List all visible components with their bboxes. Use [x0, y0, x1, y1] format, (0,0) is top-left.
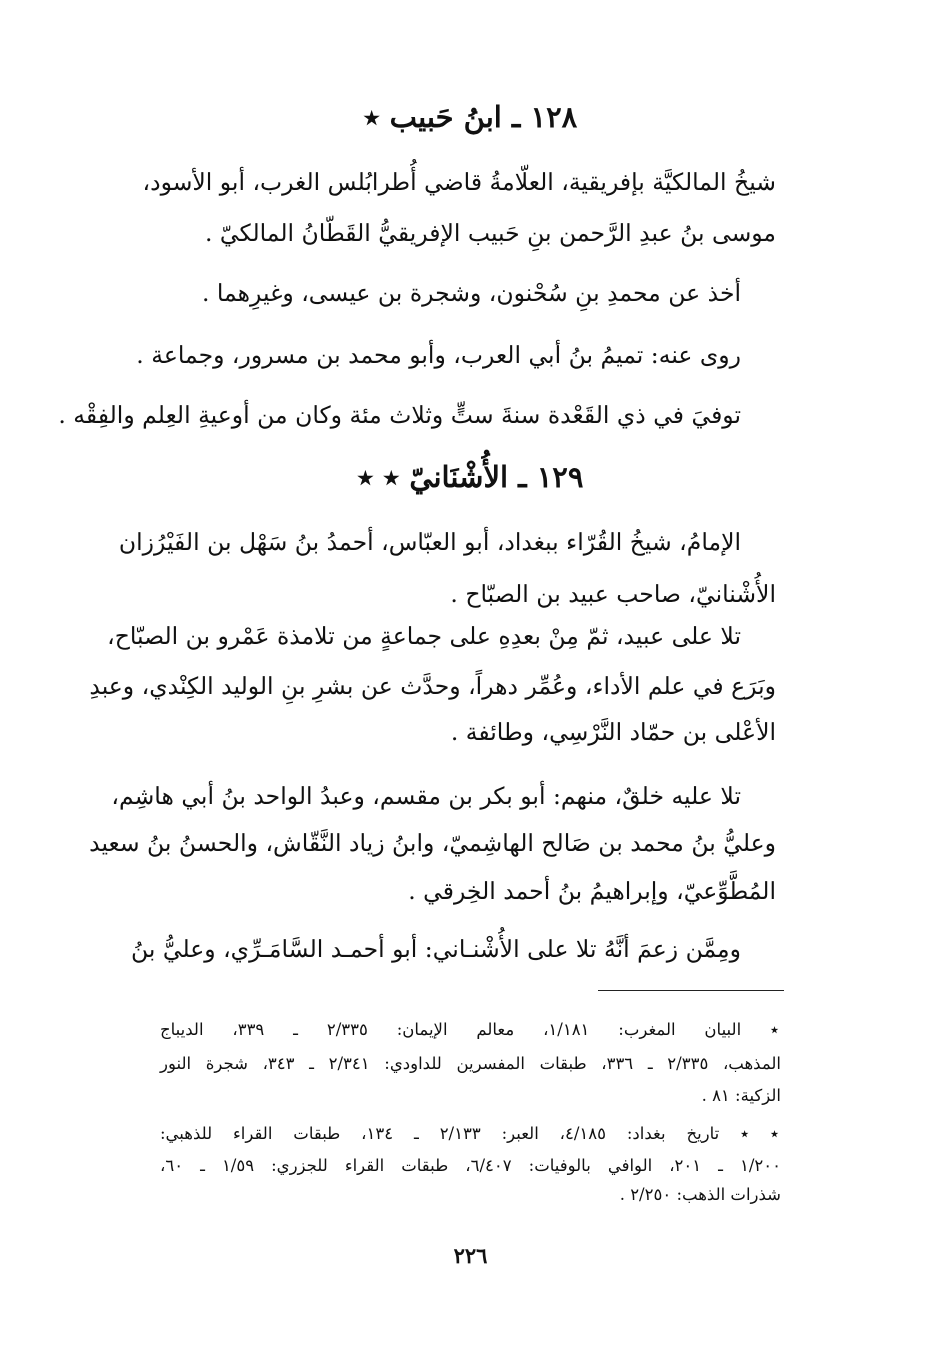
entry-129-line-3: تلا على عبيد، ثمّ مِنْ بعدِهِ على جماعةٍ من تلامذة عَمْرو بن الصبّاح،: [107, 622, 741, 650]
entry-129-line-9: ومِمَّن زعمَ أنَّهُ تلا على الأُشْنـاني: أبو أحمـد السَّامَـرِّي، وعليُّ بنُ: [130, 935, 741, 963]
entry-128-line-2: موسى بنُ عبدِ الرَّحمن بنِ حَبيب الإفريقيُّ القَطّانُ المالكيّ .: [204, 219, 776, 247]
entry-129-line-7: وعليُّ بنُ محمد بن صَالح الهاشِميّ، وابنُ زياد النَّقّاش، والحسنُ بنُ سعيد: [89, 829, 776, 857]
entry-heading-129: ١٢٩ ـ الأُشْنَانيّ ٭ ٭: [357, 460, 584, 494]
entry-heading-128: ١٢٨ ـ ابنُ حَبيب ٭: [363, 100, 578, 134]
footnote-line-3: الزكية: ٨١ .: [701, 1086, 781, 1105]
footnote-line-1: ٭ البيان المغرب: ١/١٨١، معالم الإيمان: ٢/٣٣٥ ـ ٣٣٩، الديباج: [160, 1020, 779, 1039]
entry-129-line-2: الأُشْنانيّ، صاحب عبيد بن الصبّاح .: [450, 580, 776, 608]
footnote-separator: [598, 990, 784, 991]
footnote-line-2: المذهب، ٢/٣٣٥ ـ ٣٣٦، طبقات المفسرين للداودي: ٢/٣٤١ ـ ٣٤٣، شجرة النور: [160, 1054, 781, 1073]
entry-129-line-8: المُطَّوِّعيّ، وإبراهيمُ بنُ أحمد الخِرقي .: [408, 877, 776, 905]
entry-129-line-4: وبَرَع في علم الأداء، وعُمِّر دهراً، وحدَّث عن بشرِ بنِ الوليد الكِنْدي، وعبدِ: [89, 672, 776, 700]
entry-129-line-5: الأعْلى بن حمّاد النَّرْسِي، وطائفة .: [450, 718, 776, 746]
page-number: ٢٢٦: [453, 1243, 488, 1268]
entry-128-line-3: أخذ عن محمدِ بنِ سُحْنون، وشجرة بن عيسى، وغيرِهما .: [201, 279, 741, 307]
footnote-line-5: ١/٢٠٠ ـ ٢٠١، الوافي بالوفيات: ٦/٤٠٧، طبقات القراء للجزري: ١/٥٩ ـ ٦٠،: [160, 1156, 782, 1175]
entry-129-line-1: الإمامُ، شيخُ القُرّاء ببغداد، أبو العبّاس، أحمدُ بنُ سَهْل بن الفَيْرُزان: [118, 528, 741, 556]
entry-129-line-6: تلا عليه خلقٌ، منهم: أبو بكر بن مقسم، وعبدُ الواحد بنُ أبي هاشِم،: [111, 782, 741, 810]
footnote-line-4: ٭ ٭ تاريخ بغداد: ٤/١٨٥، العبر: ٢/١٣٣ ـ ١٣٤، طبقات القراء للذهبي:: [160, 1124, 779, 1143]
entry-128-line-5: توفيَ في ذي القَعْدة سنةَ ستٍّ وثلاث مئة وكان من أوعيةِ العِلم والفِقْه .: [58, 401, 741, 429]
footnote-line-6: شذرات الذهب: ٢/٢٥٠ .: [619, 1185, 781, 1204]
entry-128-line-4: روى عنه: تميمُ بنُ أبي العرب، وأبو محمد بن مسرور، وجماعة .: [136, 341, 741, 369]
entry-128-line-1: شيخُ المالكيَّة بإفريقية، العلّامةُ قاضي أُطرابُلس الغرب، أبو الأسود،: [142, 168, 776, 196]
